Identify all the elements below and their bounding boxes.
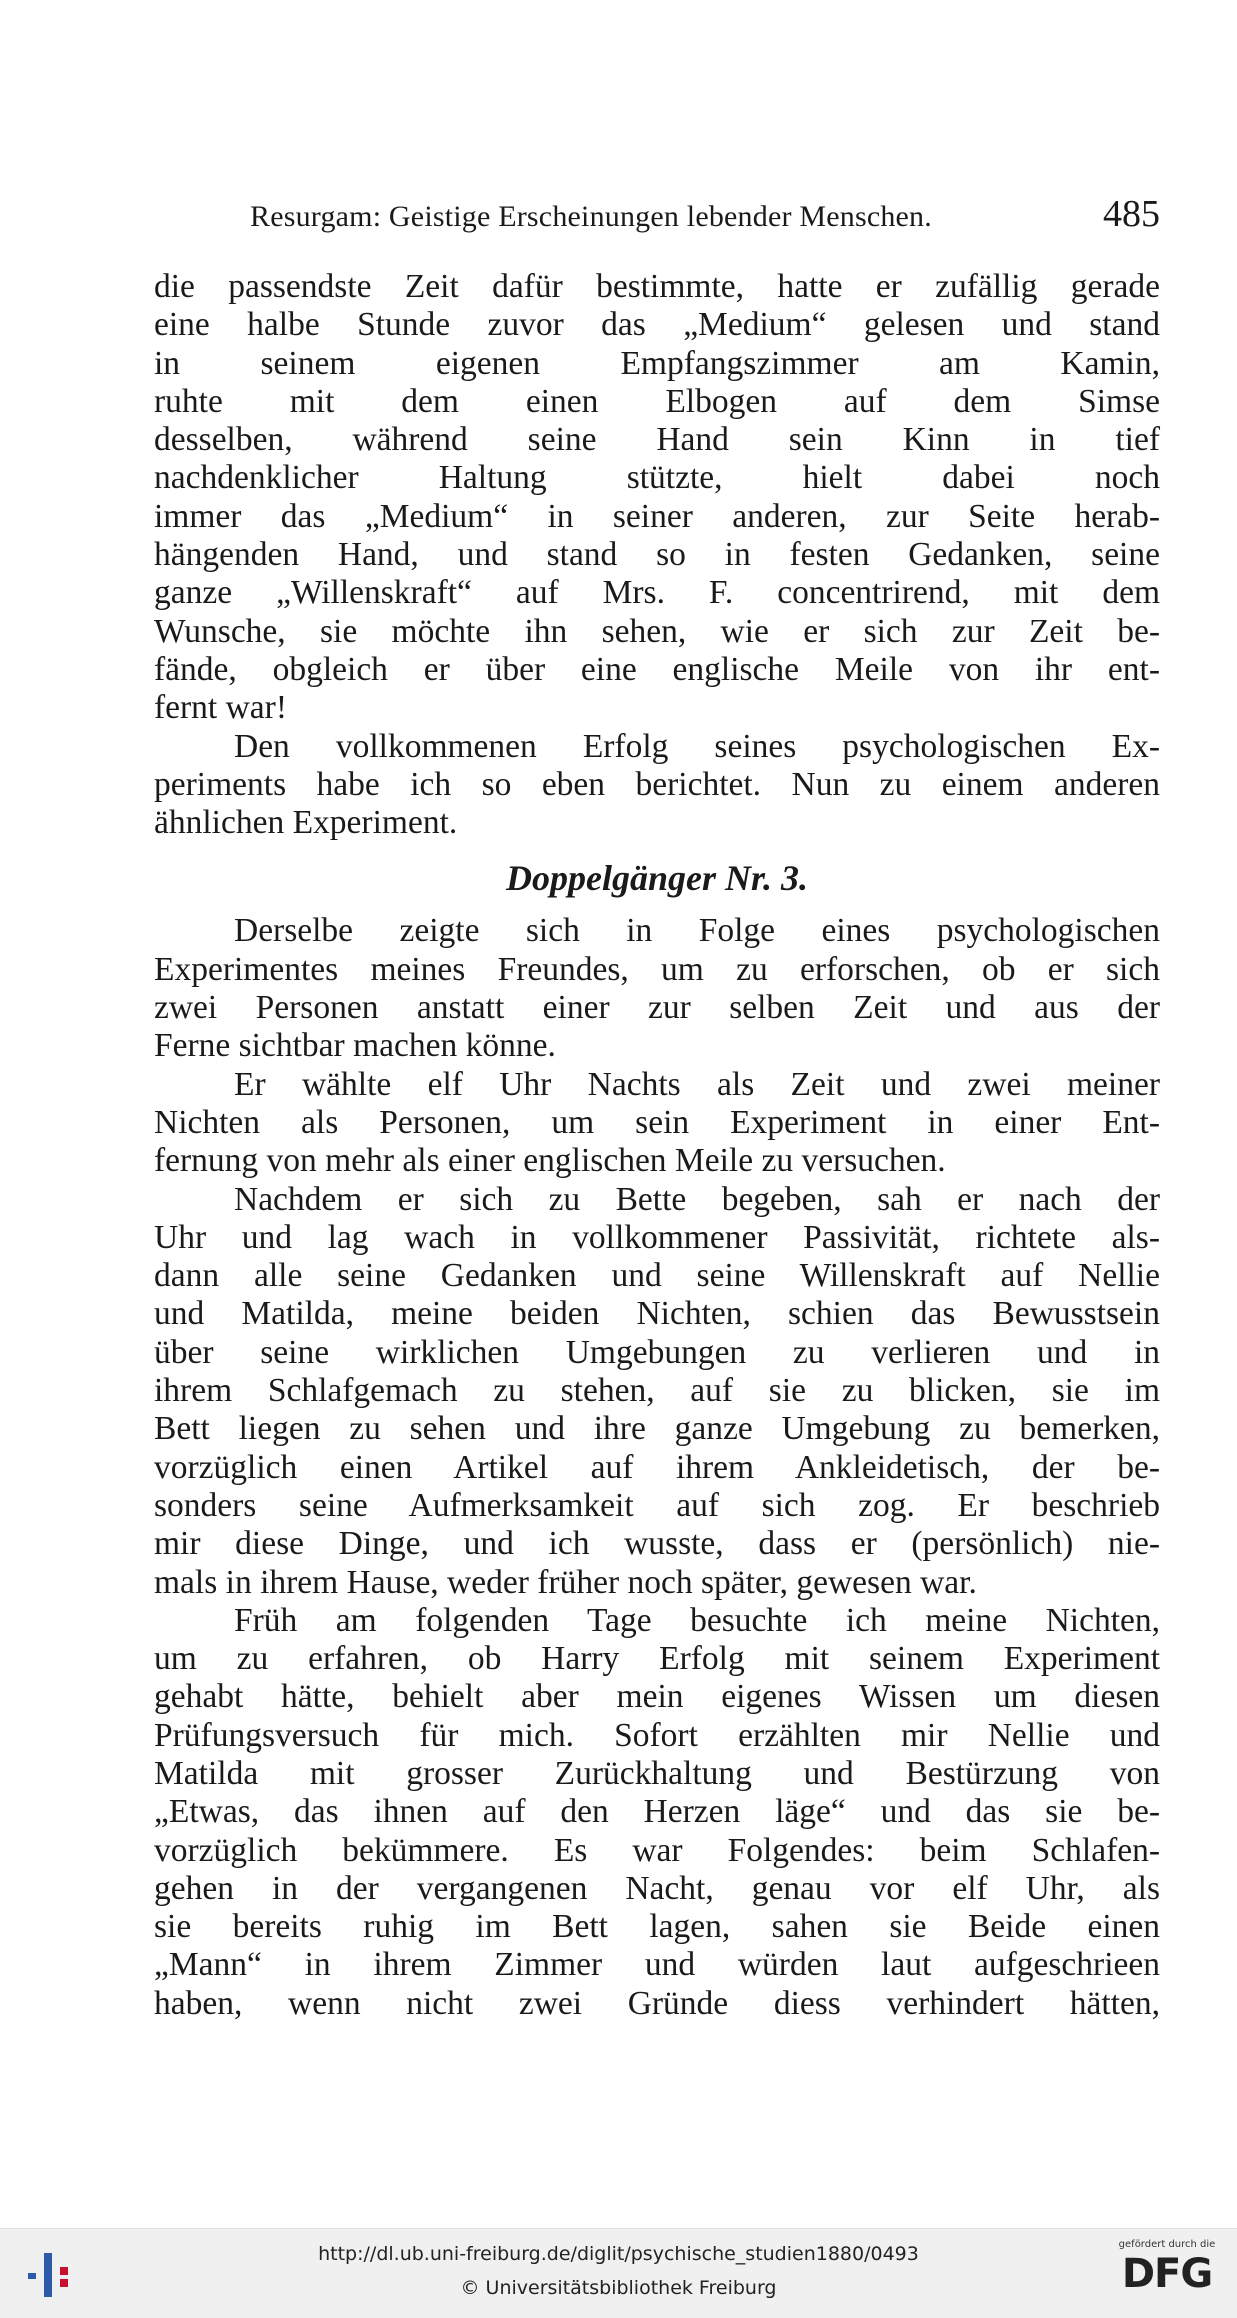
viewer-footer bbox=[0, 2228, 1237, 2318]
text-line: eine halbe Stunde zuvor das „Medium“ gelesen und stand bbox=[154, 306, 1160, 344]
text-line: ruhte mit dem einen Elbogen auf dem Simse bbox=[154, 382, 1160, 420]
paragraph-2 bbox=[154, 728, 1160, 843]
text-line: die passendste Zeit dafür bestimmte, hatte er zufällig gerade bbox=[154, 268, 1160, 305]
text-line: immer das „Medium“ in seiner anderen, zur Seite herab- bbox=[154, 497, 1160, 535]
text-line: und Matilda, meine beiden Nichten, schien das Bewusstsein bbox=[154, 1295, 1160, 1333]
text-line: haben, wenn nicht zwei Gründe diess verhindert hätten, bbox=[154, 1984, 1160, 2022]
text-line: Matilda mit grosser Zurückhaltung und Bestürzung von bbox=[154, 1754, 1160, 1792]
running-title: Resurgam: Geistige Erscheinungen lebender Menschen. bbox=[250, 200, 932, 233]
text-line: nachdenklicher Haltung stützte, hielt dabei noch bbox=[154, 459, 1160, 497]
text-line: zwei Personen anstatt einer zur selben Zeit und aus der bbox=[154, 989, 1160, 1027]
text-line: fände, obgleich er über eine englische Meile von ihr ent- bbox=[154, 650, 1160, 688]
text-line: fernung von mehr als einer englischen Meile zu versuchen. bbox=[154, 1142, 946, 1180]
text-line: gehabt hätte, behielt aber mein eigenes Wissen um diesen bbox=[154, 1678, 1160, 1716]
text-line: Den vollkommenen Erfolg seines psychologischen Ex- bbox=[234, 727, 1160, 765]
copyright-text: © Universitätsbibliothek Freiburg bbox=[460, 2277, 777, 2299]
text-line: sie bereits ruhig im Bett lagen, sahen sie Beide einen bbox=[154, 1908, 1160, 1946]
paragraph-1 bbox=[154, 268, 1160, 728]
text-line: desselben, während seine Hand sein Kinn in tief bbox=[154, 421, 1160, 459]
text-line: mals in ihrem Hause, weder früher noch später, gewesen war. bbox=[154, 1563, 977, 1601]
running-head bbox=[250, 192, 1160, 236]
paragraph-3 bbox=[154, 912, 1160, 1065]
text-line: Nachdem er sich zu Bette begeben, sah er nach der bbox=[234, 1180, 1160, 1218]
paragraph-6 bbox=[154, 1602, 1160, 2023]
text-line: mir diese Dinge, und ich wusste, dass er (persönlich) nie- bbox=[154, 1525, 1160, 1563]
source-url-link[interactable]: http://dl.ub.uni-freiburg.de/diglit/psychische_studien1880/0493 bbox=[318, 2243, 919, 2265]
text-line: Prüfungsversuch für mich. Sofort erzählten mir Nellie und bbox=[154, 1716, 1160, 1754]
dfg-mark: DFG bbox=[1121, 2251, 1213, 2297]
text-line: Uhr und lag wach in vollkommener Passivität, richtete als- bbox=[154, 1218, 1160, 1256]
text-line: Ferne sichtbar machen könne. bbox=[154, 1027, 556, 1065]
text-line: vorzüglich einen Artikel auf ihrem Ankleidetisch, der be- bbox=[154, 1448, 1160, 1486]
text-line: gehen in der vergangenen Nacht, genau vor elf Uhr, als bbox=[154, 1869, 1160, 1907]
text-line: Er wählte elf Uhr Nachts als Zeit und zwei meiner bbox=[234, 1065, 1160, 1103]
text-line: ähnlichen Experiment. bbox=[154, 804, 458, 842]
text-line: ihrem Schlafgemach zu stehen, auf sie zu blicken, sie im bbox=[154, 1372, 1160, 1410]
body-text bbox=[154, 268, 1160, 2023]
section-heading: Doppelgänger Nr. 3. bbox=[505, 858, 808, 899]
text-line: „Mann“ in ihrem Zimmer und würden laut aufgeschrieen bbox=[154, 1946, 1160, 1984]
text-line: Bett liegen zu sehen und ihre ganze Umgebung zu bemerken, bbox=[154, 1410, 1160, 1448]
text-line: hängenden Hand, und stand so in festen Gedanken, seine bbox=[154, 536, 1160, 574]
text-line: periments habe ich so eben berichtet. Nun zu einem anderen bbox=[154, 765, 1160, 803]
text-line: Experimentes meines Freundes, um zu erforschen, ob er sich bbox=[154, 950, 1160, 988]
text-line: fernt war! bbox=[154, 689, 287, 727]
text-line: sonders seine Aufmerksamkeit auf sich zog. Er beschrieb bbox=[154, 1486, 1160, 1524]
page-number: 485 bbox=[1103, 193, 1160, 235]
text-line: Derselbe zeigte sich in Folge eines psychologischen bbox=[234, 912, 1160, 950]
text-line: Nichten als Personen, um sein Experiment in einer Ent- bbox=[154, 1103, 1160, 1141]
text-line: vorzüglich bekümmere. Es war Folgendes: beim Schlafen- bbox=[154, 1831, 1160, 1869]
dfg-caption: gefördert durch die bbox=[1118, 2239, 1216, 2250]
text-line: „Etwas, das ihnen auf den Herzen läge“ und das sie be- bbox=[154, 1793, 1160, 1831]
dfg-logo bbox=[1111, 2239, 1223, 2311]
text-line: um zu erfahren, ob Harry Erfolg mit seinem Experiment bbox=[154, 1640, 1160, 1678]
text-line: in seinem eigenen Empfangszimmer am Kamin, bbox=[154, 344, 1160, 382]
text-line: dann alle seine Gedanken und seine Willenskraft auf Nellie bbox=[154, 1257, 1160, 1295]
paragraph-4 bbox=[154, 1066, 1160, 1181]
text-line: Früh am folgenden Tage besuchte ich meine Nichten, bbox=[234, 1601, 1160, 1639]
text-line: Wunsche, sie möchte ihn sehen, wie er sich zur Zeit be- bbox=[154, 612, 1160, 650]
text-line: ganze „Willenskraft“ auf Mrs. F. concentrirend, mit dem bbox=[154, 574, 1160, 612]
text-line: über seine wirklichen Umgebungen zu verlieren und in bbox=[154, 1333, 1160, 1371]
paragraph-5 bbox=[154, 1181, 1160, 1602]
